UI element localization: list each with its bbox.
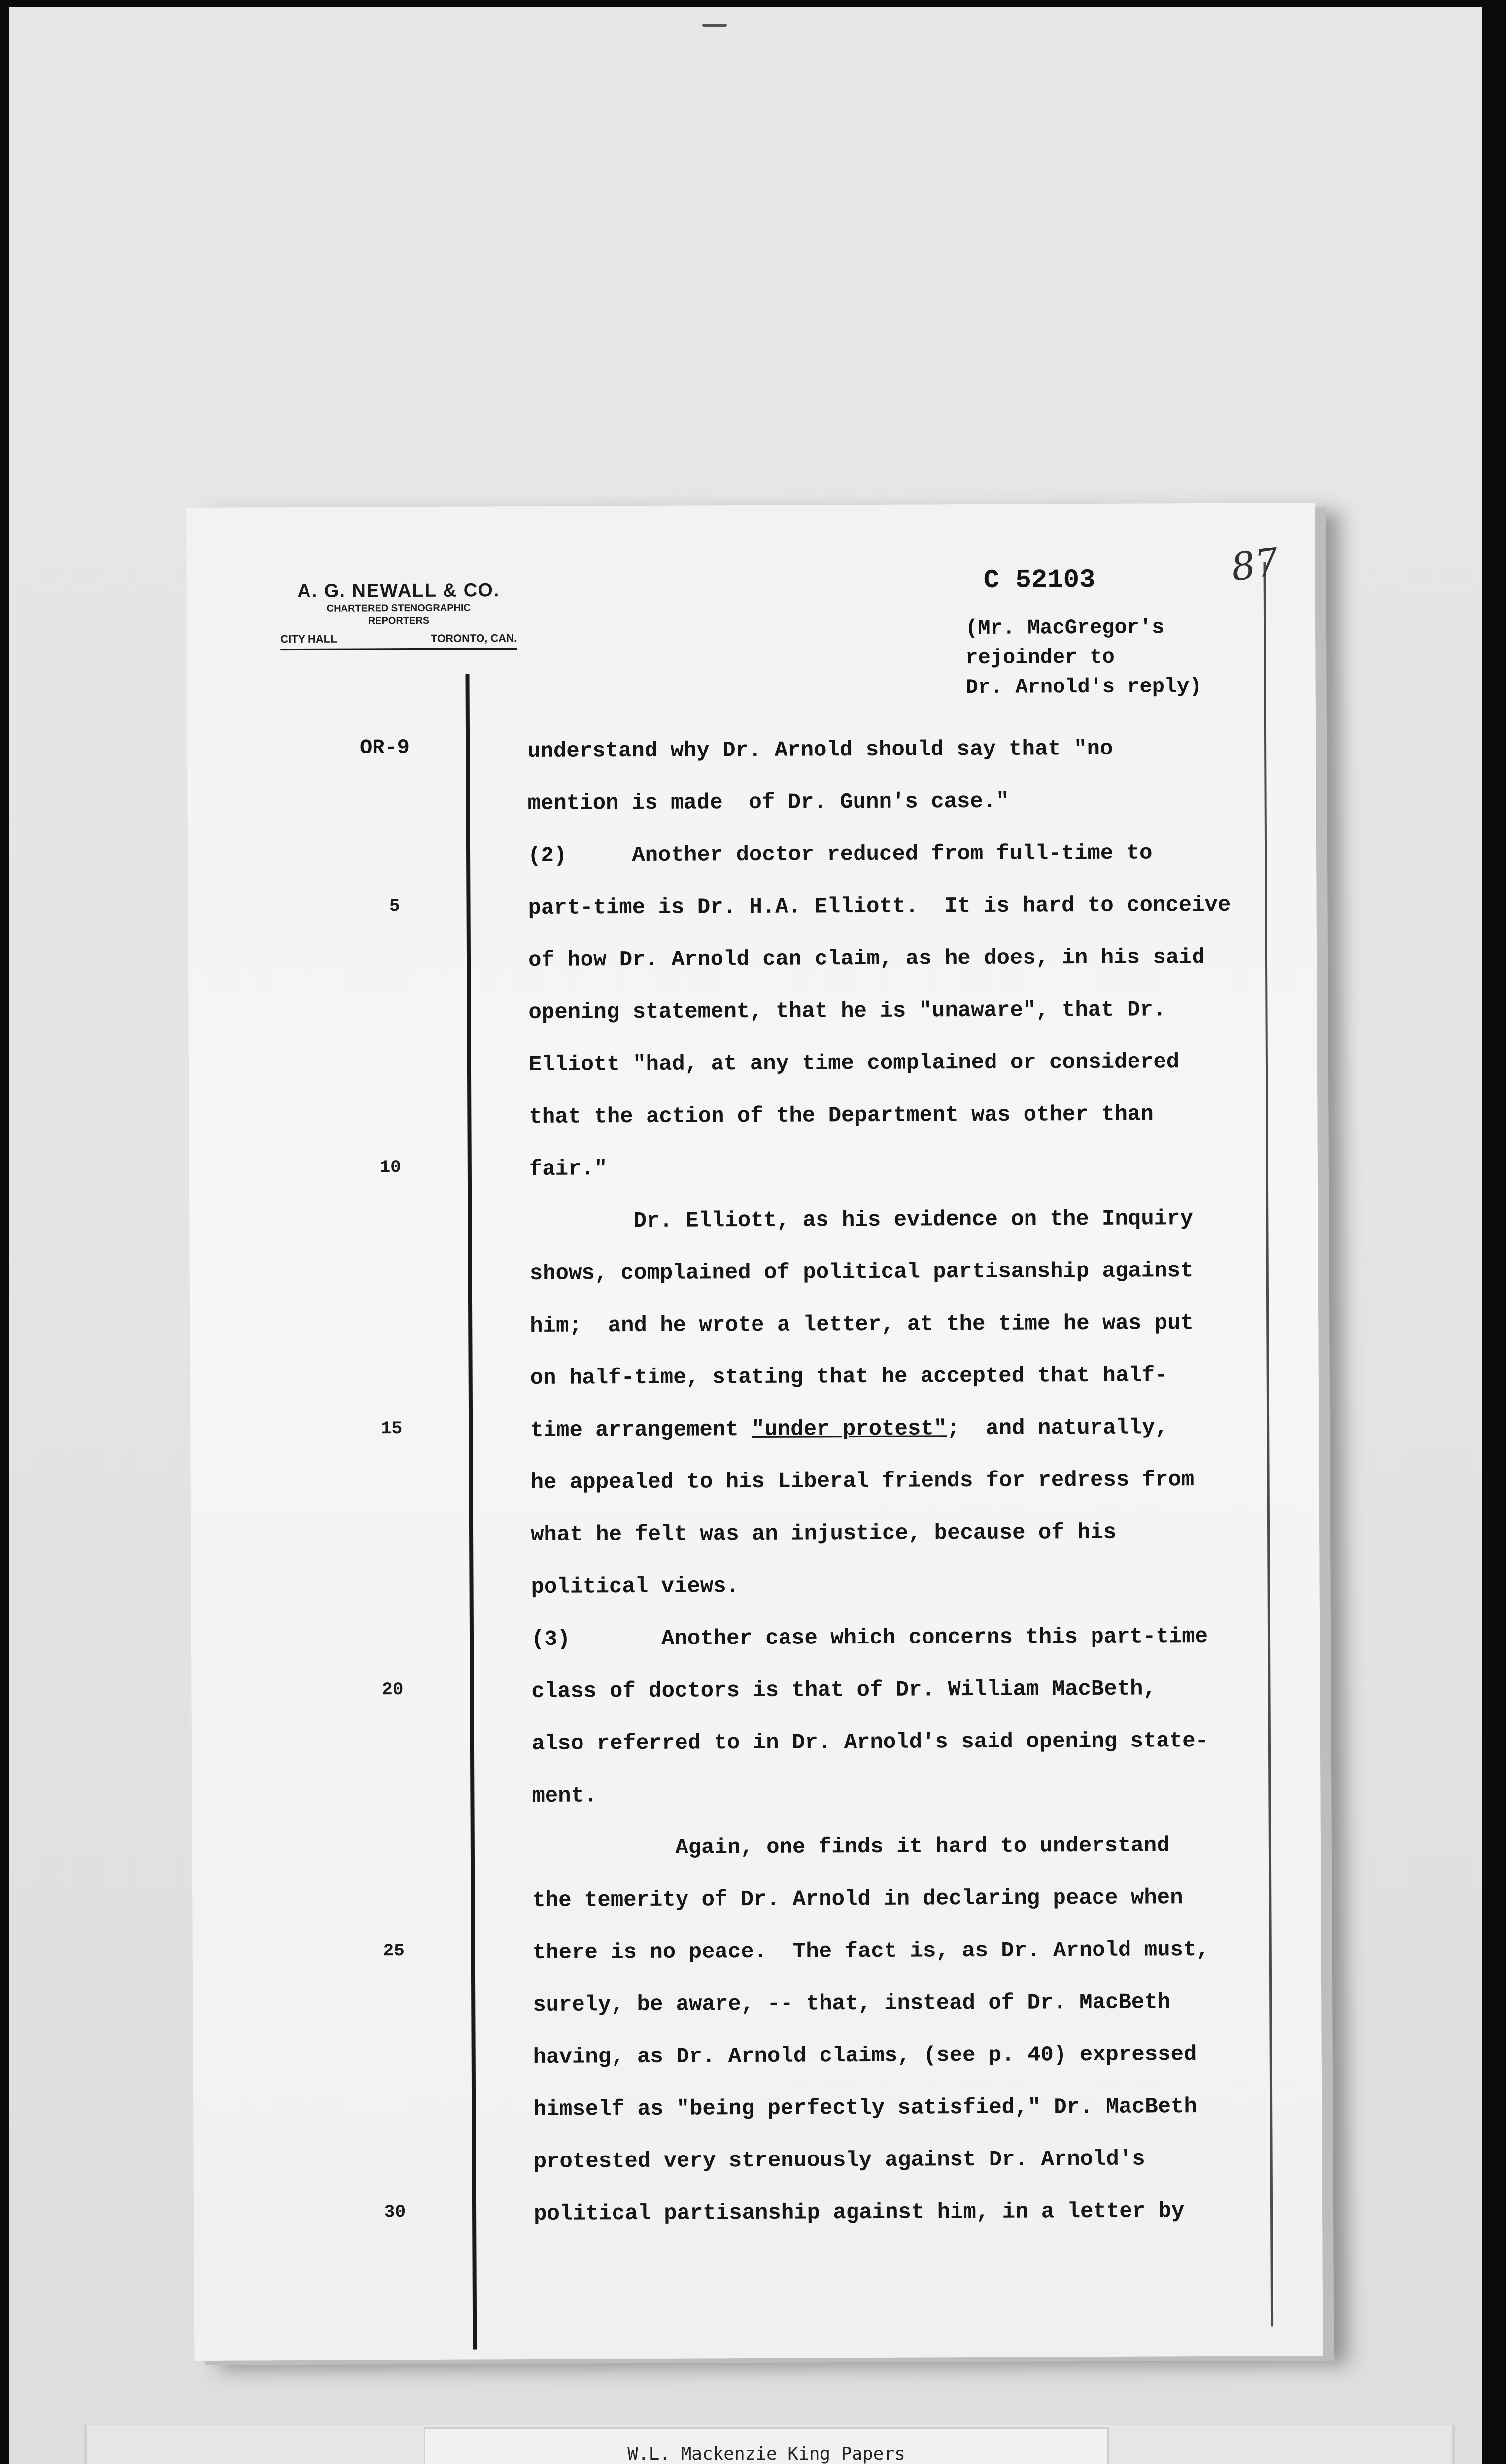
document-note [965,613,1202,702]
text-line: mention is made of Dr. Gunn's case." [527,789,1009,816]
line-number: 15 [380,1418,403,1439]
text-line: protested very strenuously against Dr. Arnold's [533,2147,1145,2174]
page-code: OR-9 [360,736,410,760]
text-line: surely, be aware, -- that, instead of Dr. MacBeth [533,1990,1171,2018]
letterhead-subtitle: CHARTERED STENOGRAPHIC [326,602,471,614]
text-line: Elliott "had, at any time complained or considered [528,1050,1180,1077]
text-line: what he felt was an injustice, because of his [530,1520,1117,1547]
text-line: that the action of the Department was other than [529,1102,1154,1129]
text-segment: time arrangement [530,1417,752,1443]
letterhead [280,580,517,650]
text-line: part-time is Dr. H.A. Elliott. It is hard to conceive [528,892,1231,921]
text-line: himself as "being perfectly satisfied," Dr. MacBeth [533,2094,1197,2122]
text-line: (2) Another doctor reduced from full-time to [527,841,1153,868]
typed-page [186,503,1323,2361]
text-line: on half-time, stating that he accepted that half- [530,1363,1168,1391]
text-line: having, as Dr. Arnold claims, (see p. 40) expressed [533,2042,1197,2070]
letterhead-city-hall: CITY HALL [280,632,337,646]
handwritten-page-number: 87 [1228,539,1282,590]
text-line [530,1402,1233,1457]
text-line: political views. [531,1574,740,1600]
line-number: 30 [384,2202,406,2223]
text-line: him; and he wrote a letter, at the time he was put [530,1311,1194,1338]
text-line: shows, complained of political partisanship against [529,1259,1194,1286]
letterhead-name: A. G. NEWALL & CO. [297,580,500,602]
collection-tag [424,2427,1109,2464]
text-line: opening statement, that he is "unaware", that Dr. [528,997,1166,1025]
collection-name: W.L. Mackenzie King Papers [627,2444,905,2464]
text-line: political partisanship against him, in a letter by [534,2199,1185,2226]
text-line: he appealed to his Liberal friends for redress from [530,1468,1195,1495]
text-line: the temerity of Dr. Arnold in declaring peace when [532,1885,1183,1913]
document-number: C 52103 [983,565,1095,596]
text-line: class of doctors is that of Dr. William MacBeth, [531,1677,1156,1704]
text-line: there is no peace. The fact is, as Dr. Arnold must, [532,1937,1209,1965]
note-line: rejoinder to [965,645,1115,670]
text-segment: ; and naturally, [947,1415,1168,1441]
text-line: also referred to in Dr. Arnold's said opening state- [531,1728,1209,1756]
left-margin-rule [465,674,477,2349]
text-line: fair." [529,1157,608,1182]
text-line: Dr. Elliott, as his evidence on the Inquiry [529,1206,1194,1234]
line-number: 25 [383,1941,405,1961]
note-line: (Mr. MacGregor's [965,616,1164,641]
letterhead-city: TORONTO, CAN. [430,632,517,645]
line-number: 5 [389,896,400,917]
note-line: Dr. Arnold's reply) [965,675,1202,700]
film-mark [702,24,727,27]
letterhead-subtitle-2: REPORTERS [368,615,430,627]
text-line: of how Dr. Arnold can claim, as he does, in his said [528,945,1205,973]
line-number: 10 [379,1157,401,1178]
text-line: ment. [532,1783,597,1809]
line-number: 20 [382,1679,404,1700]
letterhead-address [280,632,517,650]
body-text [527,722,1236,2240]
right-margin-rule [1264,562,1274,2326]
text-line: Again, one finds it hard to understand [532,1833,1170,1861]
text-line: understand why Dr. Arnold should say that "no [527,736,1113,764]
text-line: (3) Another case which concerns this part-time [531,1624,1208,1652]
underlined-phrase: "under protest" [751,1416,947,1442]
